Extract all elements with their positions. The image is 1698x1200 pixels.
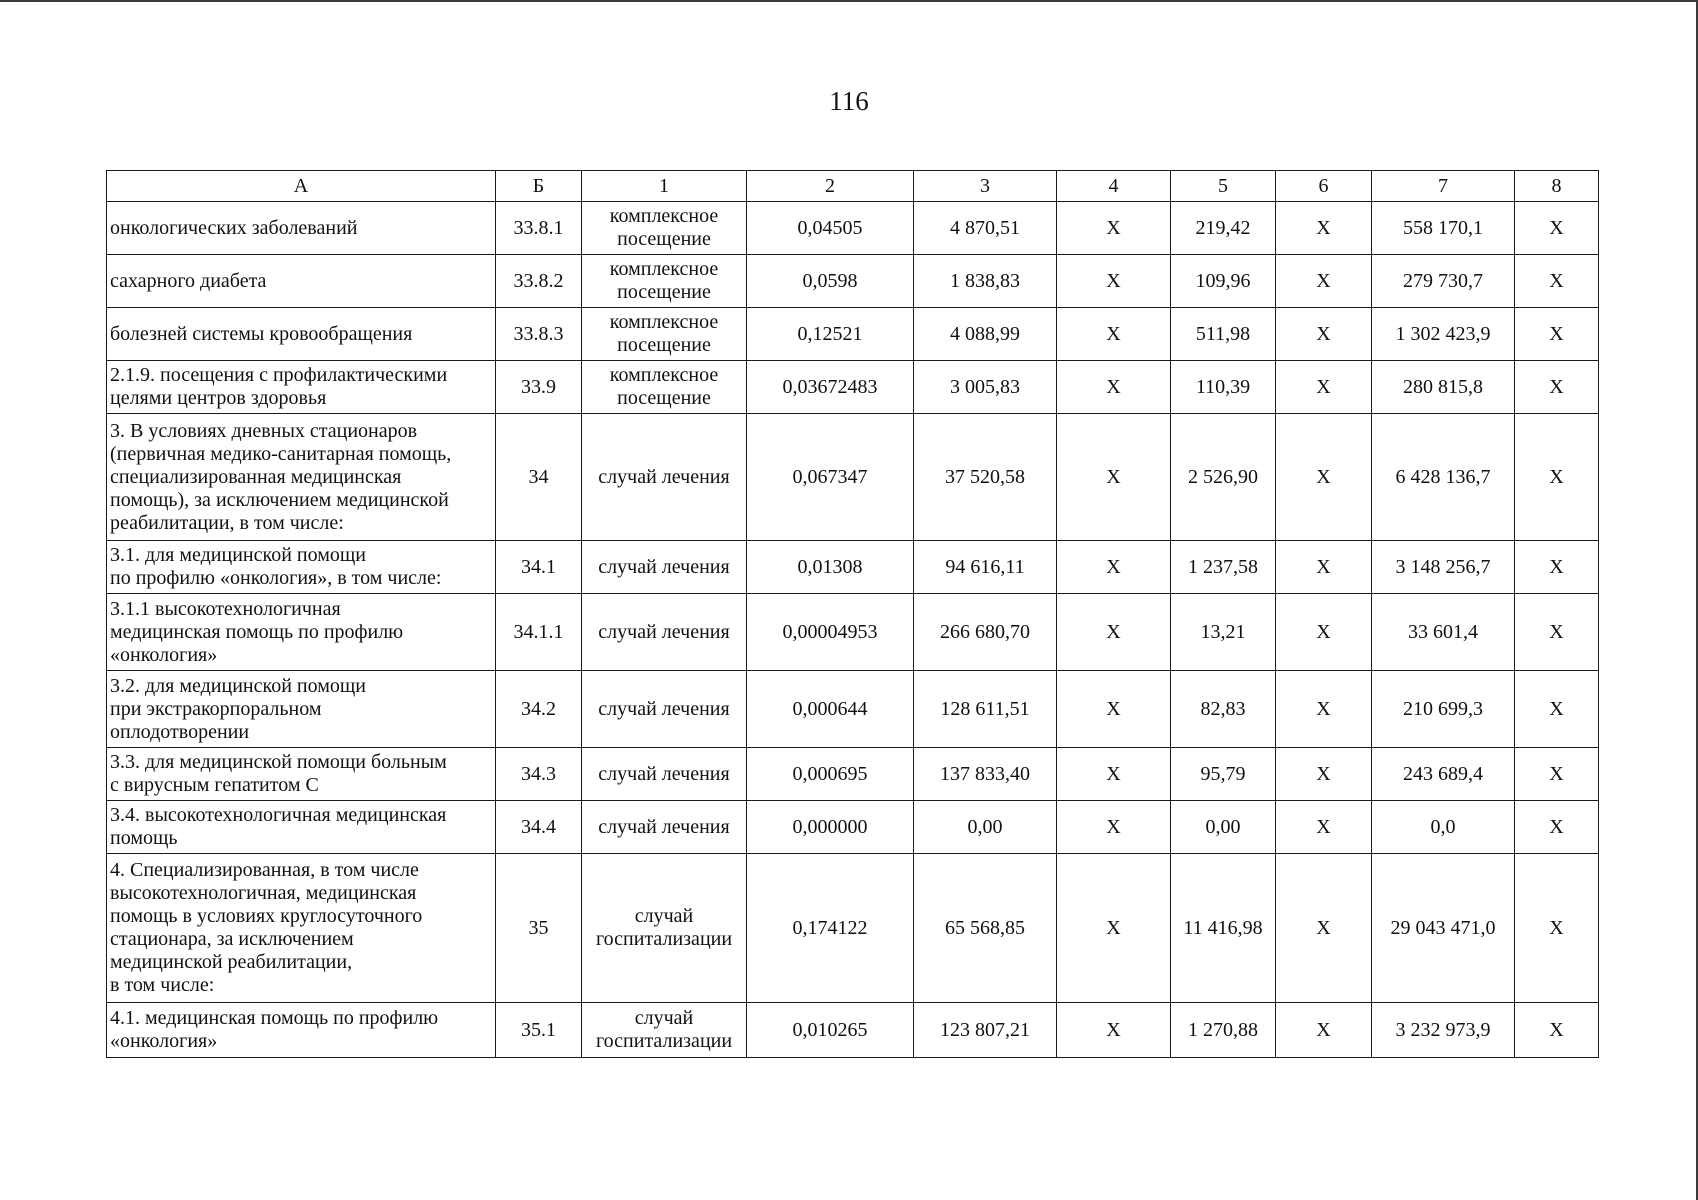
unit: случай госпитализации — [582, 1003, 747, 1058]
col-6-value: Х — [1276, 854, 1372, 1003]
table-row — [107, 202, 1599, 255]
row-label: 3.4. высокотехнологичная медицинская помощь — [107, 801, 496, 854]
row-label: болезней системы кровообращения — [107, 308, 496, 361]
col-3-value: 1 838,83 — [914, 255, 1057, 308]
col-2-value: 0,000644 — [747, 671, 914, 748]
col-6-value: Х — [1276, 1003, 1372, 1058]
row-code: 34.3 — [496, 748, 582, 801]
col-4-value: Х — [1057, 308, 1171, 361]
col-2-value: 0,12521 — [747, 308, 914, 361]
table-row — [107, 801, 1599, 854]
col-2-value: 0,03672483 — [747, 361, 914, 414]
row-label: 4.1. медицинская помощь по профилю «онкология» — [107, 1003, 496, 1058]
col-8-value: Х — [1515, 202, 1599, 255]
col-3-value: 128 611,51 — [914, 671, 1057, 748]
col-5-value: 109,96 — [1171, 255, 1276, 308]
col-5-value: 511,98 — [1171, 308, 1276, 361]
col-2-value: 0,000000 — [747, 801, 914, 854]
col-6-value: Х — [1276, 541, 1372, 594]
row-label: 3. В условиях дневных стационаров (первичная медико-санитарная помощь, специализированная медицинская помощь), за исключением медицинской реабилитации, в том числе: — [107, 414, 496, 541]
table-row — [107, 361, 1599, 414]
unit: случай лечения — [582, 594, 747, 671]
col-4-value: Х — [1057, 202, 1171, 255]
col-7-value: 6 428 136,7 — [1372, 414, 1515, 541]
col-2-value: 0,00004953 — [747, 594, 914, 671]
col-4-value: Х — [1057, 255, 1171, 308]
row-label: 3.1.1 высокотехнологичная медицинская помощь по профилю «онкология» — [107, 594, 496, 671]
col-4-value: Х — [1057, 1003, 1171, 1058]
row-label: 3.3. для медицинской помощи больным с вирусным гепатитом С — [107, 748, 496, 801]
col-5-value: 110,39 — [1171, 361, 1276, 414]
col-8-value: Х — [1515, 308, 1599, 361]
col-7-value: 29 043 471,0 — [1372, 854, 1515, 1003]
col-6-value: Х — [1276, 801, 1372, 854]
col-8-value: Х — [1515, 541, 1599, 594]
col-8-value: Х — [1515, 671, 1599, 748]
col-4-value: Х — [1057, 671, 1171, 748]
unit: случай госпитализации — [582, 854, 747, 1003]
row-code: 34.2 — [496, 671, 582, 748]
col-3-value: 37 520,58 — [914, 414, 1057, 541]
col-7-value: 243 689,4 — [1372, 748, 1515, 801]
col-3-value: 137 833,40 — [914, 748, 1057, 801]
header-cell: 3 — [914, 171, 1057, 202]
col-2-value: 0,010265 — [747, 1003, 914, 1058]
col-4-value: Х — [1057, 361, 1171, 414]
col-3-value: 0,00 — [914, 801, 1057, 854]
table-body — [107, 202, 1599, 1058]
row-code: 34.4 — [496, 801, 582, 854]
unit: комплексное посещение — [582, 202, 747, 255]
col-6-value: Х — [1276, 255, 1372, 308]
scan-top-edge — [0, 0, 1698, 2]
header-cell: Б — [496, 171, 582, 202]
col-3-value: 123 807,21 — [914, 1003, 1057, 1058]
table-row — [107, 255, 1599, 308]
row-label: 2.1.9. посещения с профилактическими целями центров здоровья — [107, 361, 496, 414]
col-4-value: Х — [1057, 594, 1171, 671]
page-number: 116 — [829, 86, 869, 116]
table-row — [107, 414, 1599, 541]
unit: случай лечения — [582, 671, 747, 748]
header-cell: 5 — [1171, 171, 1276, 202]
col-8-value: Х — [1515, 414, 1599, 541]
col-8-value: Х — [1515, 255, 1599, 308]
col-5-value: 0,00 — [1171, 801, 1276, 854]
col-5-value: 2 526,90 — [1171, 414, 1276, 541]
col-5-value: 13,21 — [1171, 594, 1276, 671]
col-7-value: 210 699,3 — [1372, 671, 1515, 748]
col-8-value: Х — [1515, 748, 1599, 801]
unit: комплексное посещение — [582, 308, 747, 361]
col-7-value: 3 232 973,9 — [1372, 1003, 1515, 1058]
unit: случай лечения — [582, 414, 747, 541]
col-5-value: 1 237,58 — [1171, 541, 1276, 594]
unit: случай лечения — [582, 541, 747, 594]
row-code: 34.1.1 — [496, 594, 582, 671]
col-2-value: 0,01308 — [747, 541, 914, 594]
col-2-value: 0,04505 — [747, 202, 914, 255]
col-7-value: 0,0 — [1372, 801, 1515, 854]
unit: комплексное посещение — [582, 361, 747, 414]
col-7-value: 280 815,8 — [1372, 361, 1515, 414]
col-6-value: Х — [1276, 748, 1372, 801]
col-4-value: Х — [1057, 541, 1171, 594]
col-8-value: Х — [1515, 594, 1599, 671]
row-code: 34 — [496, 414, 582, 541]
col-7-value: 1 302 423,9 — [1372, 308, 1515, 361]
header-cell: А — [107, 171, 496, 202]
col-8-value: Х — [1515, 801, 1599, 854]
row-code: 33.9 — [496, 361, 582, 414]
col-8-value: Х — [1515, 361, 1599, 414]
col-5-value: 1 270,88 — [1171, 1003, 1276, 1058]
col-5-value: 219,42 — [1171, 202, 1276, 255]
unit: случай лечения — [582, 748, 747, 801]
data-table — [106, 170, 1599, 1058]
col-7-value: 279 730,7 — [1372, 255, 1515, 308]
header-cell: 8 — [1515, 171, 1599, 202]
col-3-value: 65 568,85 — [914, 854, 1057, 1003]
col-6-value: Х — [1276, 671, 1372, 748]
col-3-value: 266 680,70 — [914, 594, 1057, 671]
header-cell: 2 — [747, 171, 914, 202]
header-cell: 6 — [1276, 171, 1372, 202]
row-label: 3.1. для медицинской помощи по профилю «онкология», в том числе: — [107, 541, 496, 594]
table-row — [107, 748, 1599, 801]
col-3-value: 3 005,83 — [914, 361, 1057, 414]
row-code: 35 — [496, 854, 582, 1003]
row-label: онкологических заболеваний — [107, 202, 496, 255]
row-label: 3.2. для медицинской помощи при экстракорпоральном оплодотворении — [107, 671, 496, 748]
table-row — [107, 854, 1599, 1003]
col-3-value: 94 616,11 — [914, 541, 1057, 594]
col-5-value: 95,79 — [1171, 748, 1276, 801]
header-cell: 4 — [1057, 171, 1171, 202]
col-6-value: Х — [1276, 414, 1372, 541]
row-code: 35.1 — [496, 1003, 582, 1058]
header-cell: 1 — [582, 171, 747, 202]
col-2-value: 0,174122 — [747, 854, 914, 1003]
unit: комплексное посещение — [582, 255, 747, 308]
col-6-value: Х — [1276, 308, 1372, 361]
row-code: 33.8.1 — [496, 202, 582, 255]
table-row — [107, 308, 1599, 361]
col-6-value: Х — [1276, 361, 1372, 414]
col-2-value: 0,067347 — [747, 414, 914, 541]
table-row — [107, 541, 1599, 594]
col-8-value: Х — [1515, 1003, 1599, 1058]
row-label: сахарного диабета — [107, 255, 496, 308]
col-4-value: Х — [1057, 414, 1171, 541]
col-2-value: 0,0598 — [747, 255, 914, 308]
row-code: 33.8.2 — [496, 255, 582, 308]
col-4-value: Х — [1057, 748, 1171, 801]
row-code: 33.8.3 — [496, 308, 582, 361]
col-2-value: 0,000695 — [747, 748, 914, 801]
col-4-value: Х — [1057, 801, 1171, 854]
col-7-value: 33 601,4 — [1372, 594, 1515, 671]
col-6-value: Х — [1276, 594, 1372, 671]
col-7-value: 558 170,1 — [1372, 202, 1515, 255]
unit: случай лечения — [582, 801, 747, 854]
col-3-value: 4 870,51 — [914, 202, 1057, 255]
row-label: 4. Специализированная, в том числе высокотехнологичная, медицинская помощь в условиях круглосуточного стационара, за исключением медицинской реабилитации, в том числе: — [107, 854, 496, 1003]
header-row — [107, 171, 1599, 202]
col-7-value: 3 148 256,7 — [1372, 541, 1515, 594]
row-code: 34.1 — [496, 541, 582, 594]
col-5-value: 82,83 — [1171, 671, 1276, 748]
col-3-value: 4 088,99 — [914, 308, 1057, 361]
table-row — [107, 1003, 1599, 1058]
header-cell: 7 — [1372, 171, 1515, 202]
col-8-value: Х — [1515, 854, 1599, 1003]
col-4-value: Х — [1057, 854, 1171, 1003]
table-row — [107, 671, 1599, 748]
col-6-value: Х — [1276, 202, 1372, 255]
col-5-value: 11 416,98 — [1171, 854, 1276, 1003]
table-row — [107, 594, 1599, 671]
